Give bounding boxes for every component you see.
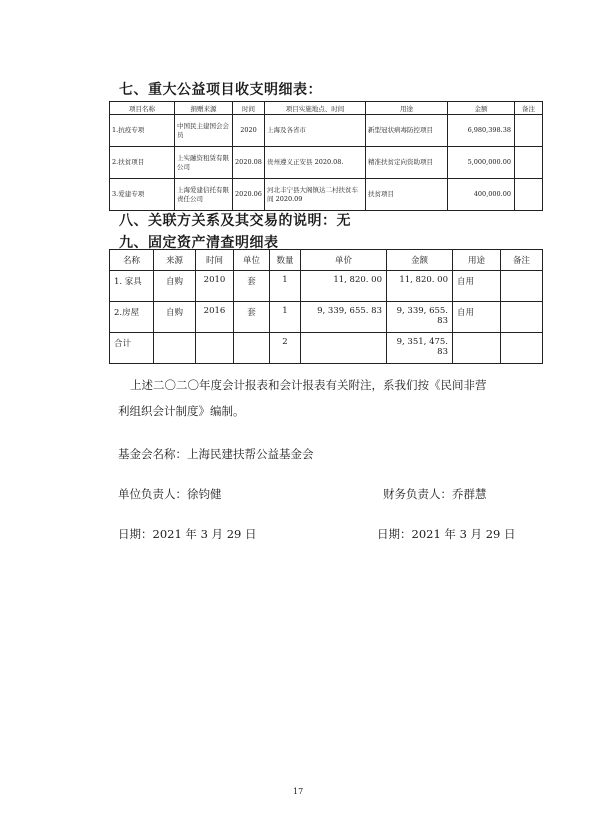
col-header: 用途 [366,102,448,115]
date-right: 日期：2021 年 3 月 29 日 [377,527,516,541]
page-number: 17 [293,787,304,796]
total-qty: 2 [270,333,301,364]
foundation-name: 基金会名称：上海民建扶帮公益基金会 [118,447,314,461]
col-header: 项目名称 [110,102,175,115]
project-location: 河北丰宁县大阁镇达二村扶贫车间 2020.09 [265,179,366,211]
col-header: 时间 [196,250,234,271]
asset-unit: 套 [234,271,270,302]
major-projects-table [109,101,543,211]
col-header: 备注 [515,102,543,115]
col-header: 单价 [301,250,387,271]
asset-use: 自用 [453,271,501,302]
donation-source: 上实融资租赁有限公司 [175,147,233,179]
col-header: 金额 [448,102,515,115]
project-time: 2020.06 [233,179,265,211]
table-row [110,179,543,211]
table-row [110,302,543,333]
asset-qty: 1 [270,302,301,333]
col-header: 单位 [234,250,270,271]
asset-use [453,333,501,364]
asset-amount: 9, 339, 655. 83 [387,302,453,333]
col-header: 用途 [453,250,501,271]
col-header: 来源 [154,250,196,271]
project-time: 2020 [233,115,265,147]
project-amount: 6,980,398.38 [448,115,515,147]
col-header: 项目实施地点、时间 [265,102,366,115]
col-header: 数量 [270,250,301,271]
section9-heading: 九、固定资产清查明细表 [119,235,279,251]
asset-price: 9, 339, 655. 83 [301,302,387,333]
table-header-row [110,102,543,115]
table-row [110,115,543,147]
finance-head: 财务负责人：乔群慧 [383,487,487,501]
asset-unit: 套 [234,302,270,333]
col-header: 时间 [233,102,265,115]
asset-name: 2.房屋 [110,302,154,333]
asset-time: 2016 [196,302,234,333]
project-name: 1.抗疫专项 [110,115,175,147]
project-amount: 400,000.00 [448,179,515,211]
unit-head: 单位负责人：徐钧健 [118,487,222,501]
project-note [515,147,543,179]
asset-note [501,271,543,302]
asset-source [154,333,196,364]
col-header: 金额 [387,250,453,271]
project-purpose: 新型冠状病毒防控项目 [366,115,448,147]
asset-time: 2010 [196,271,234,302]
project-time: 2020.08 [233,147,265,179]
table-row [110,147,543,179]
asset-name: 1. 家具 [110,271,154,302]
col-header: 名称 [110,250,154,271]
project-note [515,179,543,211]
table-row [110,271,543,302]
col-header: 捐赠来源 [175,102,233,115]
fixed-assets-table [109,249,543,364]
section7-heading: 七、重大公益项目收支明细表： [119,82,322,98]
asset-use: 自用 [453,302,501,333]
statement-line-2: 利组织会计制度》编制。 [118,404,245,418]
section8-heading: 八、关联方关系及其交易的说明：无 [119,213,351,229]
project-location: 贵州遵义正安县 2020.08. [265,147,366,179]
statement-paragraph [118,372,498,424]
asset-qty: 1 [270,271,301,302]
project-note [515,115,543,147]
asset-amount: 11, 820. 00 [387,271,453,302]
table-total-row [110,333,543,364]
donation-source: 中国民主建国会会员 [175,115,233,147]
statement-line-1: 上述二〇二〇年度会计报表和会计报表有关附注，系我们按《民间非营 [130,378,487,392]
col-header: 备注 [501,250,543,271]
project-name: 2.扶贫项目 [110,147,175,179]
project-purpose: 扶贫项目 [366,179,448,211]
asset-price: 11, 820. 00 [301,271,387,302]
asset-source: 自购 [154,271,196,302]
asset-time [196,333,234,364]
donation-source: 上海爱建信托有限责任公司 [175,179,233,211]
table-header-row [110,250,543,271]
asset-note [501,302,543,333]
project-amount: 5,000,000.00 [448,147,515,179]
asset-price [301,333,387,364]
total-amount: 9, 351, 475. 83 [387,333,453,364]
date-left: 日期：2021 年 3 月 29 日 [118,527,257,541]
asset-note [501,333,543,364]
project-purpose: 精准扶贫定向资助项目 [366,147,448,179]
asset-source: 自购 [154,302,196,333]
asset-unit [234,333,270,364]
project-name: 3.爱建专项 [110,179,175,211]
total-label: 合计 [110,333,154,364]
project-location: 上海及各省市 [265,115,366,147]
